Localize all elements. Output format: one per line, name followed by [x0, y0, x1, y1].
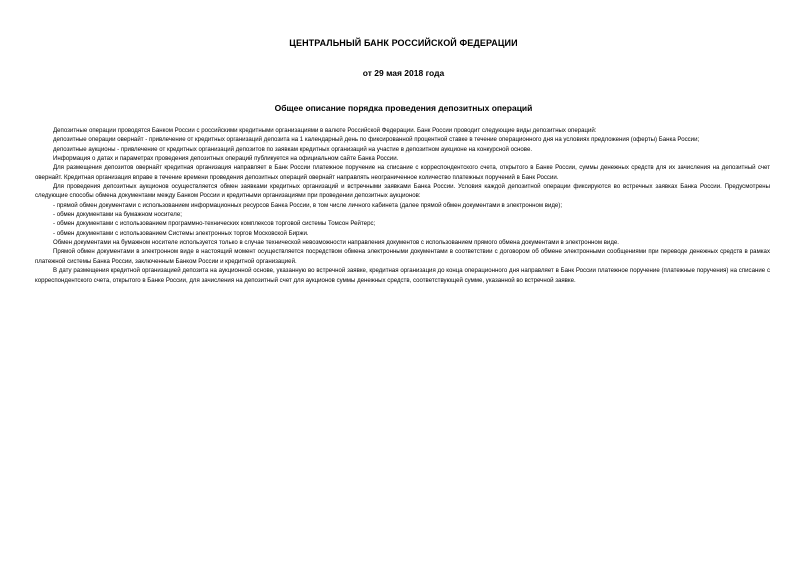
paragraph-electronic-exchange-note: Прямой обмен документами в электронном виде в настоящий момент осуществляется посредством обмена электронными документами в соответствии с договором об обмене электронными сообщениями при переводе денежных средств в рамках платежной системы Банка России, заключенным Банком России и кредитной организацией.: [35, 248, 770, 265]
organization-title: ЦЕНТРАЛЬНЫЙ БАНК РОССИЙСКОЙ ФЕДЕРАЦИИ: [289, 38, 518, 48]
document-heading: Общее описание порядка проведения депозитных операций: [274, 103, 533, 113]
document-date: от 29 мая 2018 года: [362, 68, 445, 78]
document-body: [35, 126, 770, 285]
paragraph-auction-procedure: Для проведения депозитных аукционов осуществляется обмен заявками кредитных организаций и встречными заявками Банка России. Условия каждой депозитной операции фиксируются во встречных заявках Банка России. Предусмотрены следующие способы обмена документами между Банком России и кредитными организациями при проведении депозитных аукционов:: [35, 183, 770, 200]
list-item-reuters-exchange: - обмен документами с использованием программно-технических комплексов торговой системы Томсон Рейтерс;: [53, 220, 376, 228]
list-item-direct-exchange: - прямой обмен документами с использованием информационных ресурсов Банка России, в том числе личного кабинета (далее прямой обмен документами в электронном виде);: [53, 201, 563, 209]
paragraph-placement-date: В дату размещения кредитной организацией депозита на аукционной основе, указанную во встречной заявке, кредитная организация до конца операционного дня направляет в Банк России платежное поручение (платежные поручения) на списание с корреспондентского счета, открытого в Банке России, для зачисления на депозитный счет для аукционов суммы денежных средств, соответствующей сумме, указанной во встречной заявке.: [35, 267, 770, 284]
paragraph-overnight-definition: депозитные операции овернайт - привлечение от кредитных организаций депозита на 1 календарный день по фиксированной процентной ставке в течение операционного дня на условиях предложения (оферты) Банка России;: [53, 136, 700, 144]
paragraph-paper-exchange-note: Обмен документами на бумажном носителе используется только в случае технической невозможности направления документов с использованием прямого обмена документами в электронном виде.: [53, 239, 619, 247]
paragraph-auction-definition: депозитные аукционы - привлечение от кредитных организаций депозитов по заявкам кредитных организаций на участие в депозитном аукционе на конкурсной основе.: [53, 145, 533, 153]
paragraph-overnight-placement: Для размещения депозитов овернайт кредитная организация направляет в Банк России платежное поручение на списание с корреспондентского счета, открытого в Банке России, суммы денежных средств для их зачисления на депозитный счет овернайт. Кредитная организация вправе в течение времени проведения депозитных операций овернайт направлять неограниченное количество платежных поручений в Банк России.: [35, 164, 770, 181]
paragraph-publication-info: Информация о датах и параметрах проведения депозитных операций публикуется на официальном сайте Банка России.: [53, 155, 399, 163]
paragraph-intro: Депозитные операции проводятся Банком России с российскими кредитными организациями в валюте Российской Федерации. Банк России проводит следующие виды депозитных операций:: [53, 127, 597, 134]
list-item-paper-exchange: - обмен документами на бумажном носителе;: [53, 211, 182, 219]
list-item-moex-exchange: - обмен документами с использованием Системы электронных торгов Московской Биржи.: [53, 229, 309, 237]
